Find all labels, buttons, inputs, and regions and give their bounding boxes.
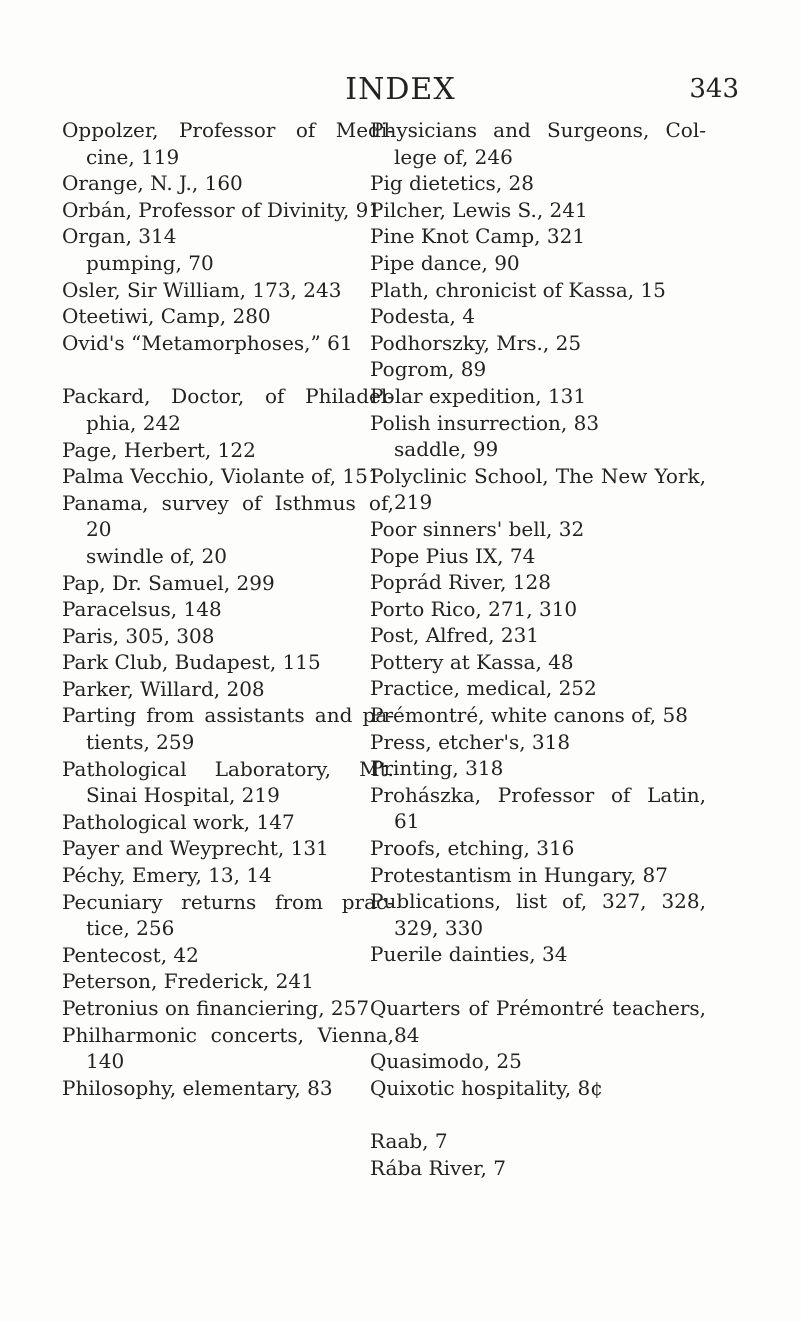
index-entry: Pathological Laboratory, Mt. Sinai Hospital, 219 bbox=[62, 756, 394, 808]
index-entry: Rába River, 7 bbox=[370, 1155, 506, 1180]
index-entry: Osler, Sir William, 173, 243 bbox=[62, 277, 342, 302]
index-entry: Petronius on financiering, 257 bbox=[62, 996, 370, 1020]
index-entry: Pap, Dr. Samuel, 299 bbox=[62, 570, 275, 595]
index-entry: Payer and Weyprecht, 131 bbox=[62, 836, 329, 861]
index-entry: Prohászka, Professor of Latin, 61 bbox=[370, 782, 706, 834]
section-gap bbox=[62, 356, 394, 383]
section-gap bbox=[370, 968, 706, 995]
page-title: INDEX bbox=[345, 72, 456, 107]
index-entry: Quasimodo, 25 bbox=[370, 1049, 522, 1074]
index-entry: Plath, chronicist of Kassa, 15 bbox=[370, 277, 666, 302]
index-entry: Prémontré, white canons of, 58 bbox=[370, 703, 688, 728]
index-entry: Oteetiwi, Camp, 280 bbox=[62, 304, 271, 329]
index-entry: Quixotic hospitality, 8¢ bbox=[370, 1075, 603, 1100]
index-entry: Raab, 7 bbox=[370, 1129, 448, 1154]
index-entry: Parting from assistants and pa- tients, 259 bbox=[62, 703, 394, 755]
index-entry: Philharmonic concerts, Vienna, 140 bbox=[62, 1022, 394, 1074]
index-entry: Panama, survey of Isthmus of, 20 bbox=[62, 490, 394, 542]
index-entry: Post, Alfred, 231 bbox=[370, 623, 540, 648]
index-entry: Proofs, etching, 316 bbox=[370, 836, 575, 861]
index-subentry: swindle of, 20 bbox=[86, 543, 227, 568]
index-entry: Paracelsus, 148 bbox=[62, 597, 222, 622]
index-entry: Organ, 314 bbox=[62, 224, 177, 249]
index-entry: Pine Knot Camp, 321 bbox=[370, 224, 586, 249]
index-entry: Page, Herbert, 122 bbox=[62, 437, 256, 462]
index-entry: Paris, 305, 308 bbox=[62, 623, 215, 648]
page-number: 343 bbox=[689, 74, 739, 104]
index-entry: Ovid's “Metamorphoses,” 61 bbox=[62, 330, 353, 355]
index-entry: Park Club, Budapest, 115 bbox=[62, 650, 321, 675]
index-entry: Practice, medical, 252 bbox=[370, 676, 597, 701]
index-entry: Polish insurrection, 83 bbox=[370, 410, 600, 435]
index-entry: Porto Rico, 271, 310 bbox=[370, 596, 578, 621]
index-entry: Printing, 318 bbox=[370, 756, 504, 781]
index-entry: Puerile dainties, 34 bbox=[370, 942, 568, 967]
index-entry: Podesta, 4 bbox=[370, 304, 475, 329]
index-entry: Poor sinners' bell, 32 bbox=[370, 516, 585, 541]
page-header bbox=[0, 70, 801, 110]
index-column-right bbox=[370, 117, 706, 1182]
index-entry: Poprád River, 128 bbox=[370, 570, 551, 595]
index-entry: Peterson, Frederick, 241 bbox=[62, 969, 314, 994]
index-entry: Pathological work, 147 bbox=[62, 809, 295, 834]
index-entry: Packard, Doctor, of Philadel- phia, 242 bbox=[62, 384, 394, 435]
index-entry: Oppolzer, Professor of Medi- cine, 119 bbox=[62, 118, 394, 169]
index-entry: Podhorszky, Mrs., 25 bbox=[370, 330, 582, 355]
index-entry: Pecuniary returns from prac- tice, 256 bbox=[62, 889, 394, 941]
index-entry: Pope Pius IX, 74 bbox=[370, 543, 536, 568]
index-entry: Press, etcher's, 318 bbox=[370, 729, 571, 754]
index-entry: Pogrom, 89 bbox=[370, 357, 487, 382]
index-entry: Philosophy, elementary, 83 bbox=[62, 1075, 333, 1100]
index-entry: Orbán, Professor of Divinity, 91 bbox=[62, 197, 382, 222]
index-entry: Péchy, Emery, 13, 14 bbox=[62, 863, 272, 888]
section-gap bbox=[370, 1101, 706, 1128]
index-entry: Pig dietetics, 28 bbox=[370, 171, 534, 196]
index-column-left bbox=[62, 117, 394, 1101]
index-entry: Pipe dance, 90 bbox=[370, 250, 520, 275]
index-entry: Publications, list of, 327, 328, 329, 330 bbox=[370, 889, 706, 940]
index-entry: Polar expedition, 131 bbox=[370, 383, 587, 408]
index-entry: Physicians and Surgeons, Col- lege of, 246 bbox=[370, 118, 706, 169]
index-entry: Orange, N. J., 160 bbox=[62, 171, 243, 196]
index-entry: Pottery at Kassa, 48 bbox=[370, 649, 574, 674]
index-entry: Protestantism in Hungary, 87 bbox=[370, 862, 668, 887]
index-entry: Parker, Willard, 208 bbox=[62, 676, 265, 701]
index-subentry: pumping, 70 bbox=[86, 250, 214, 275]
index-entry: Pilcher, Lewis S., 241 bbox=[370, 197, 588, 222]
index-subentry: saddle, 99 bbox=[394, 437, 499, 462]
index-entry: Polyclinic School, The New York, 219 bbox=[370, 463, 706, 515]
index-entry: Quarters of Prémontré teachers, 84 bbox=[370, 996, 706, 1047]
index-entry: Palma Vecchio, Violante of, 151 bbox=[62, 464, 381, 489]
index-entry: Pentecost, 42 bbox=[62, 942, 199, 967]
